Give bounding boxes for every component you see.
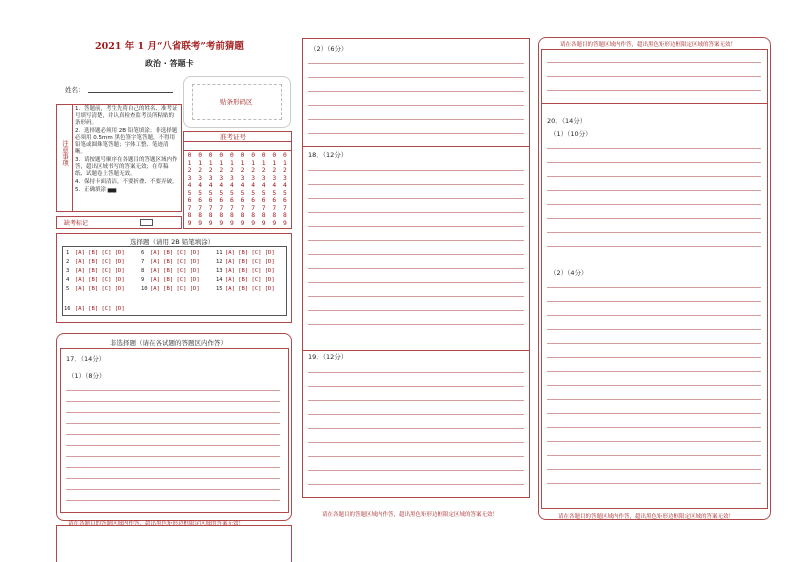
id-digit-option[interactable]: 3 [187,174,192,182]
id-digit-option[interactable]: 6 [282,197,287,204]
id-digit-option[interactable]: 3 [240,174,245,182]
choice-options[interactable]: [A] [B] [C] [D] [75,259,125,265]
choice-options[interactable]: [A] [B] [C] [D] [75,306,125,312]
id-digit-option[interactable]: 9 [198,219,202,227]
absent-checkbox[interactable] [140,219,153,226]
id-digit-option[interactable]: 6 [187,197,192,204]
choice-row[interactable] [216,277,275,283]
id-digit-column[interactable] [259,152,268,227]
note-item: 2．选择题必须用 2B 铅笔填涂；非选择题必须用 0.5mm 黑色签字笔答题，不得用铅笔或圆珠笔答题；字体工整、笔迹清晰。 [75,128,178,155]
choice-row[interactable] [66,286,125,292]
id-digit-column[interactable] [196,152,205,227]
id-digit-option[interactable]: 8 [198,212,202,219]
q19-number: 19．（12分） [308,353,348,361]
id-digit-option[interactable]: 5 [282,189,287,197]
id-digit-option[interactable]: 1 [240,159,245,167]
id-digit-option[interactable]: 6 [261,197,266,204]
id-digit-option[interactable]: 5 [240,189,245,197]
id-digit-option[interactable]: 9 [261,219,266,227]
page-subtitle: 政治 · 答题卡 [145,59,194,68]
id-digit-option[interactable]: 8 [272,212,277,219]
choice-number: 16 [64,306,71,312]
id-digit-option[interactable]: 2 [261,167,266,174]
id-number-grid[interactable] [185,152,291,228]
choice-row[interactable] [141,259,200,265]
q18-answer-lines[interactable] [308,170,524,325]
id-digit-option[interactable]: 1 [208,159,213,167]
id-digit-option[interactable]: 9 [272,219,277,227]
id-digit-option[interactable]: 2 [251,167,255,174]
id-digit-option[interactable]: 4 [261,182,266,189]
choice-options[interactable]: [A] [B] [C] [D] [150,268,200,274]
id-digit-option[interactable]: 6 [240,197,245,204]
id-digit-option[interactable]: 1 [282,159,287,167]
nonchoice-title: 非选择题（请在各试题的答题区内作答） [110,339,227,347]
id-digit-option[interactable]: 3 [261,174,266,182]
choice-number: 8 [141,268,145,274]
divider-20 [541,103,768,104]
notes-list [75,106,179,194]
id-digit-option[interactable]: 9 [208,219,213,227]
id-digit-option[interactable]: 5 [261,189,266,197]
choice-number: 10 [141,286,148,292]
choice-options[interactable]: [A] [B] [C] [D] [225,268,275,274]
choice-number: 5 [66,286,70,292]
id-digit-option[interactable]: 0 [229,152,234,159]
notes-divider [72,104,73,212]
id-digit-option[interactable]: 4 [187,182,192,189]
id-digit-option[interactable]: 0 [187,152,192,159]
q18-number: 18．（12分） [308,151,348,159]
id-digit-option[interactable]: 1 [198,159,202,167]
choice-number: 13 [216,268,223,274]
choice-options[interactable]: [A] [B] [C] [D] [225,277,275,283]
warning-text-2: 请在各题目的答题区域内作答，超出黑色矩形边框限定区域的答案无效！ [322,512,499,518]
id-digit-option[interactable]: 8 [208,212,213,219]
id-digit-option[interactable]: 7 [187,204,192,212]
id-digit-option[interactable]: 5 [187,189,192,197]
choice-number: 3 [66,268,70,274]
id-digit-option[interactable]: 9 [219,219,224,227]
id-digit-option[interactable]: 9 [251,219,255,227]
note-item: 1．答题前，考生先将自己的姓名、准考证号填写清楚，并认真检查监考员所粘贴的条形码。 [75,106,178,126]
id-digit-option[interactable]: 5 [251,189,255,197]
id-digit-option[interactable]: 2 [282,167,287,174]
id-digit-option[interactable]: 8 [219,212,224,219]
id-digit-option[interactable]: 2 [219,167,224,174]
id-digit-option[interactable]: 1 [219,159,224,167]
choice-number: 2 [66,259,70,265]
id-digit-option[interactable]: 7 [198,204,202,212]
id-digit-option[interactable]: 7 [208,204,213,212]
choice-number: 7 [141,259,145,265]
id-digit-option[interactable]: 4 [282,182,287,189]
id-digit-column[interactable] [227,152,236,227]
choice-row[interactable] [216,250,275,256]
choice-options[interactable]: [A] [B] [C] [D] [225,250,275,256]
id-digit-option[interactable]: 1 [229,159,234,167]
note-item: 5．正确填涂 ▅▅ [75,187,117,193]
id-digit-option[interactable]: 1 [187,159,192,167]
id-digit-option[interactable]: 2 [208,167,213,174]
notes-label: 注意事项 [61,140,69,166]
id-digit-column[interactable] [217,152,226,227]
choice-number: 14 [216,277,223,283]
choice-row[interactable] [141,268,200,274]
id-digit-option[interactable]: 5 [272,189,277,197]
id-digit-option[interactable]: 7 [272,204,277,212]
id-digit-option[interactable]: 6 [208,197,213,204]
choice-number: 4 [66,277,70,283]
id-digit-option[interactable]: 3 [282,174,287,182]
q17-sub1: （1）（8分） [68,372,106,380]
id-digit-column[interactable] [238,152,247,227]
id-digit-column[interactable] [280,152,289,227]
id-digit-option[interactable]: 6 [219,197,224,204]
warning-text-3: 请在各题目的答题区域内作答，超出黑色矩形边框限定区域的答案无效！ [560,42,737,48]
id-digit-option[interactable]: 0 [219,152,224,159]
choice-row[interactable] [66,268,125,274]
name-field[interactable] [88,92,173,93]
id-digit-column[interactable] [206,152,215,227]
choice-row[interactable] [66,277,125,283]
choice-options[interactable]: [A] [B] [C] [D] [75,250,125,256]
id-digit-option[interactable]: 2 [187,167,192,174]
choice-row[interactable] [66,259,125,265]
id-digit-option[interactable]: 7 [219,204,224,212]
choice-row[interactable] [141,286,200,292]
warning-text-4: 请在各题目的答题区域内作答，超出黑色矩形边框限定区域的答案无效！ [558,514,735,520]
id-digit-option[interactable]: 4 [251,182,255,189]
id-digit-option[interactable]: 0 [251,152,255,159]
q20-sub2-lines[interactable] [547,287,761,484]
choice-grid[interactable] [66,250,286,314]
q17-part2-lines[interactable] [308,63,524,134]
id-number-entry-row [183,150,292,151]
q17-part2: （2）（6分） [310,45,348,53]
id-digit-option[interactable]: 3 [219,174,224,182]
page-title: 2021 年 1 月“八省联考”考前猜题 [95,41,244,52]
choice-options[interactable]: [A] [B] [C] [D] [75,286,125,292]
choice-options[interactable]: [A] [B] [C] [D] [75,268,125,274]
note-item: 3．请按题号顺序在各题目的答题区域内作答，超出区域书写的答案无效；在草稿纸、试题卷上答题无效。 [75,157,178,177]
choice-row[interactable] [216,259,275,265]
id-digit-option[interactable]: 8 [229,212,234,219]
id-digit-option[interactable]: 5 [229,189,234,197]
id-number-label: 准考证号 [220,133,246,141]
id-digit-option[interactable]: 0 [272,152,277,159]
id-digit-option[interactable]: 2 [240,167,245,174]
absent-label: 缺考标记 [64,220,89,227]
id-digit-column[interactable] [249,152,258,227]
name-label: 姓名： [65,86,85,94]
choice-options[interactable]: [A] [B] [C] [D] [150,259,200,265]
id-digit-option[interactable]: 0 [240,152,245,159]
id-digit-option[interactable]: 8 [282,212,287,219]
q17-answer-lines[interactable] [66,390,280,501]
id-digit-option[interactable]: 0 [198,152,202,159]
id-digit-option[interactable]: 2 [272,167,277,174]
choice-number: 12 [216,259,223,265]
choice-number: 1 [66,250,70,256]
choice-row[interactable] [66,250,125,256]
choice-number: 11 [216,250,223,256]
choice-options[interactable]: [A] [B] [C] [D] [150,277,200,283]
barcode-label: 贴条形码区 [220,98,253,106]
id-digit-option[interactable]: 0 [208,152,213,159]
id-digit-option[interactable]: 4 [198,182,202,189]
id-digit-option[interactable]: 5 [208,189,213,197]
id-digit-option[interactable]: 7 [261,204,266,212]
id-digit-option[interactable]: 4 [240,182,245,189]
q19-continued-lines[interactable] [547,62,761,91]
warning-text-1: 请在各题目的答题区域内作答，超出黑色矩形边框限定区域的答案无效！ [68,521,245,527]
id-digit-option[interactable]: 4 [229,182,234,189]
note-item: 4．保持卡面清洁，不要折叠、不要弄破。 [75,179,178,185]
choice-row[interactable] [141,250,200,256]
id-digit-option[interactable]: 7 [282,204,287,212]
id-digit-option[interactable]: 8 [187,212,192,219]
q17-continued-box [56,525,292,562]
id-digit-option[interactable]: 4 [272,182,277,189]
q20-sub1-lines[interactable] [547,148,761,247]
choice-options[interactable]: [A] [B] [C] [D] [225,259,275,265]
choice-number: 15 [216,286,223,292]
q20-number: 20．（14分） [547,117,587,125]
id-digit-option[interactable]: 0 [282,152,287,159]
choice-row[interactable] [216,268,275,274]
id-digit-option[interactable]: 5 [219,189,224,197]
choice-options[interactable]: [A] [B] [C] [D] [150,250,200,256]
id-digit-option[interactable]: 3 [251,174,255,182]
id-digit-option[interactable]: 4 [219,182,224,189]
id-digit-column[interactable] [185,152,194,227]
id-digit-column[interactable] [270,152,279,227]
q19-answer-lines[interactable] [308,372,524,485]
id-digit-option[interactable]: 9 [229,219,234,227]
id-digit-option[interactable]: 1 [251,159,255,167]
choice-row[interactable] [64,306,125,312]
divider-19 [302,350,530,351]
id-digit-option[interactable]: 2 [198,167,202,174]
choice-row[interactable] [141,277,200,283]
id-digit-option[interactable]: 4 [208,182,213,189]
choice-options[interactable]: [A] [B] [C] [D] [225,286,275,292]
id-digit-option[interactable]: 8 [240,212,245,219]
id-digit-option[interactable]: 5 [198,189,202,197]
id-digit-option[interactable]: 7 [229,204,234,212]
id-digit-option[interactable]: 6 [198,197,202,204]
id-digit-option[interactable]: 0 [261,152,266,159]
id-digit-option[interactable]: 6 [272,197,277,204]
id-digit-option[interactable]: 8 [261,212,266,219]
choice-options[interactable]: [A] [B] [C] [D] [75,277,125,283]
id-digit-option[interactable]: 3 [208,174,213,182]
choice-title: 选择题（请用 2B 铅笔填涂） [130,238,215,246]
id-digit-option[interactable]: 7 [240,204,245,212]
id-digit-option[interactable]: 8 [251,212,255,219]
id-digit-option[interactable]: 7 [251,204,255,212]
q20-sub2: （2）（4分） [550,269,588,277]
id-digit-option[interactable]: 3 [229,174,234,182]
id-number-header-line [183,141,292,142]
id-digit-option[interactable]: 1 [261,159,266,167]
id-digit-option[interactable]: 9 [240,219,245,227]
q17-number: 17．（14分） [66,355,106,363]
id-digit-option[interactable]: 2 [229,167,234,174]
id-digit-option[interactable]: 9 [282,219,287,227]
id-digit-option[interactable]: 3 [198,174,202,182]
id-digit-option[interactable]: 9 [187,219,192,227]
id-digit-option[interactable]: 3 [272,174,277,182]
q20-sub1: （1）（10分） [550,130,592,138]
choice-options[interactable]: [A] [B] [C] [D] [150,286,200,292]
id-digit-option[interactable]: 6 [251,197,255,204]
divider-18 [302,146,530,147]
id-digit-option[interactable]: 1 [272,159,277,167]
choice-number: 6 [141,250,145,256]
choice-row[interactable] [216,286,275,292]
choice-number: 9 [141,277,145,283]
id-digit-option[interactable]: 6 [229,197,234,204]
